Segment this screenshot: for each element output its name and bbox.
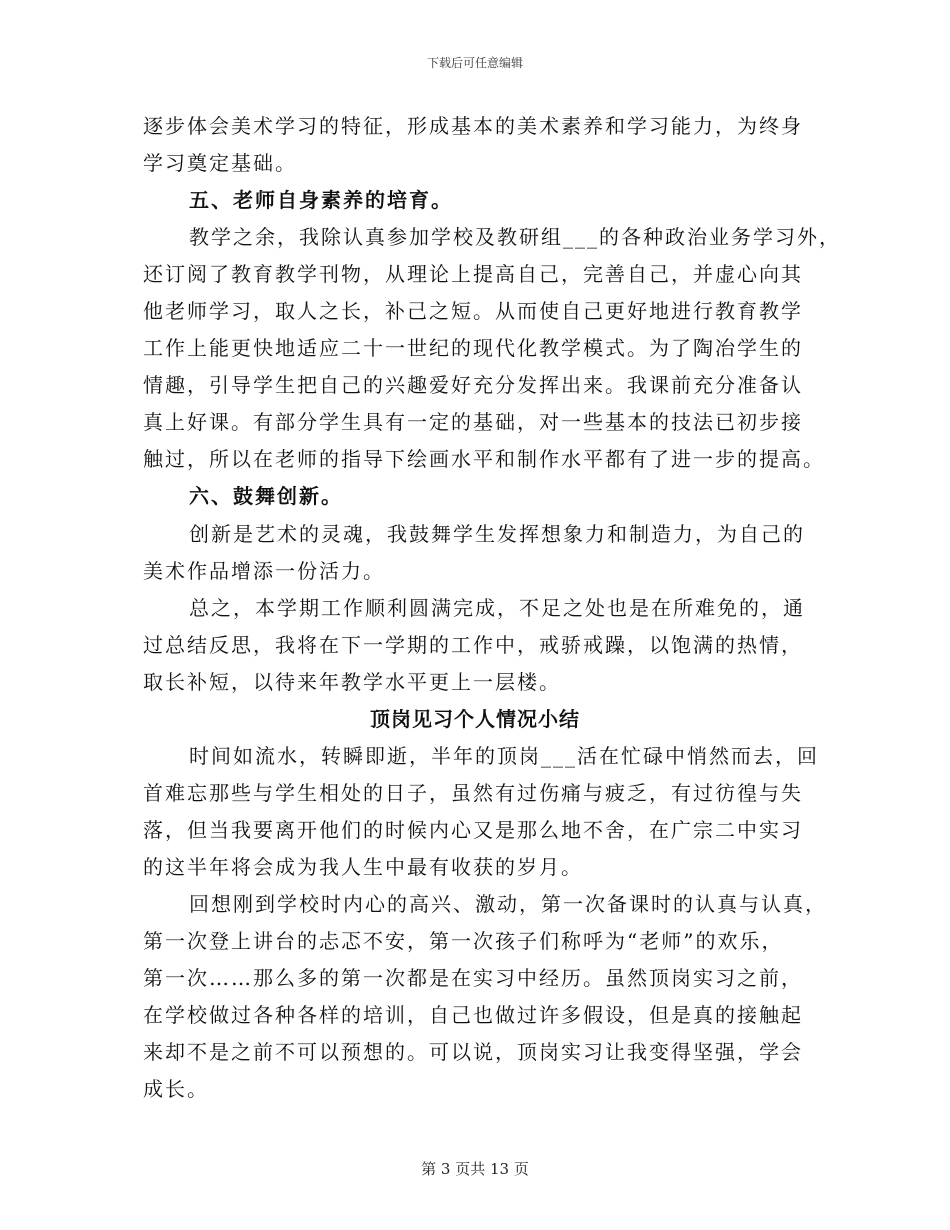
text-line: 的这半年将会成为我人生中最有收获的岁月。 bbox=[143, 855, 583, 879]
text-line: 来却不是之前不可以预想的。可以说，顶岗实习让我变得坚强，学会 bbox=[143, 1040, 803, 1064]
page-header: 下载后可任意编辑 bbox=[426, 56, 523, 70]
text-line: 在学校做过各种各样的培训，自己也做过许多假设，但是真的接触起 bbox=[143, 1003, 803, 1027]
text-line: 工作上能更快地适应二十一世纪的现代化教学模式。为了陶冶学生的 bbox=[143, 336, 803, 360]
text-line: 真上好课。有部分学生具有一定的基础，对一些基本的技法已初步接 bbox=[143, 410, 803, 434]
text-line: 还订阅了教育教学刊物，从理论上提高自己，完善自己，并虚心向其 bbox=[143, 262, 803, 286]
text-line: 首难忘那些与学生相处的日子，虽然有过伤痛与疲乏，有过彷徨与失 bbox=[143, 781, 803, 805]
section-title: 顶岗见习个人情况小结 bbox=[370, 707, 580, 731]
text-line: 第一次登上讲台的忐忑不安，第一次孩子们称呼为“老师”的欢乐， bbox=[143, 929, 784, 953]
text-line: 学习奠定基础。 bbox=[143, 151, 297, 175]
text-line: 成长。 bbox=[143, 1077, 209, 1101]
text-line: 回想刚到学校时内心的高兴、激动，第一次备课时的认真与认真， bbox=[189, 892, 827, 916]
page-number: 第 3 页共 13 页 bbox=[421, 1160, 529, 1178]
text-line: 逐步体会美术学习的特征，形成基本的美术素养和学习能力，为终身 bbox=[143, 114, 803, 138]
section-heading: 五、老师自身素养的培育。 bbox=[189, 188, 453, 212]
text-line: 创新是艺术的灵魂，我鼓舞学生发挥想象力和制造力，为自己的 bbox=[189, 522, 805, 546]
text-line: 教学之余，我除认真参加学校及教研组___的各种政治业务学习外， bbox=[189, 225, 841, 249]
text-line: 触过，所以在老师的指导下绘画水平和制作水平都有了进一步的提高。 bbox=[143, 447, 825, 471]
text-line: 取长补短，以待来年教学水平更上一层楼。 bbox=[143, 670, 561, 694]
text-line: 情趣，引导学生把自己的兴趣爱好充分发挥出来。我课前充分准备认 bbox=[143, 373, 803, 397]
text-line: 落，但当我要离开他们的时候内心又是那么地不舍，在广宗二中实习 bbox=[143, 818, 803, 842]
text-line: 时间如流水，转瞬即逝，半年的顶岗___活在忙碌中悄然而去，回 bbox=[189, 744, 819, 768]
text-line: 他老师学习，取人之长，补己之短。从而使自己更好地进行教育教学 bbox=[143, 299, 803, 323]
text-line: 过总结反思，我将在下一学期的工作中，戒骄戒躁，以饱满的热情， bbox=[143, 633, 803, 657]
section-heading: 六、鼓舞创新。 bbox=[189, 484, 343, 508]
text-line: 总之，本学期工作顺利圆满完成，不足之处也是在所难免的，通 bbox=[189, 596, 805, 620]
text-line: 第一次……那么多的第一次都是在实习中经历。虽然顶岗实习之前， bbox=[143, 966, 803, 990]
text-line: 美术作品增添一份活力。 bbox=[143, 559, 385, 583]
